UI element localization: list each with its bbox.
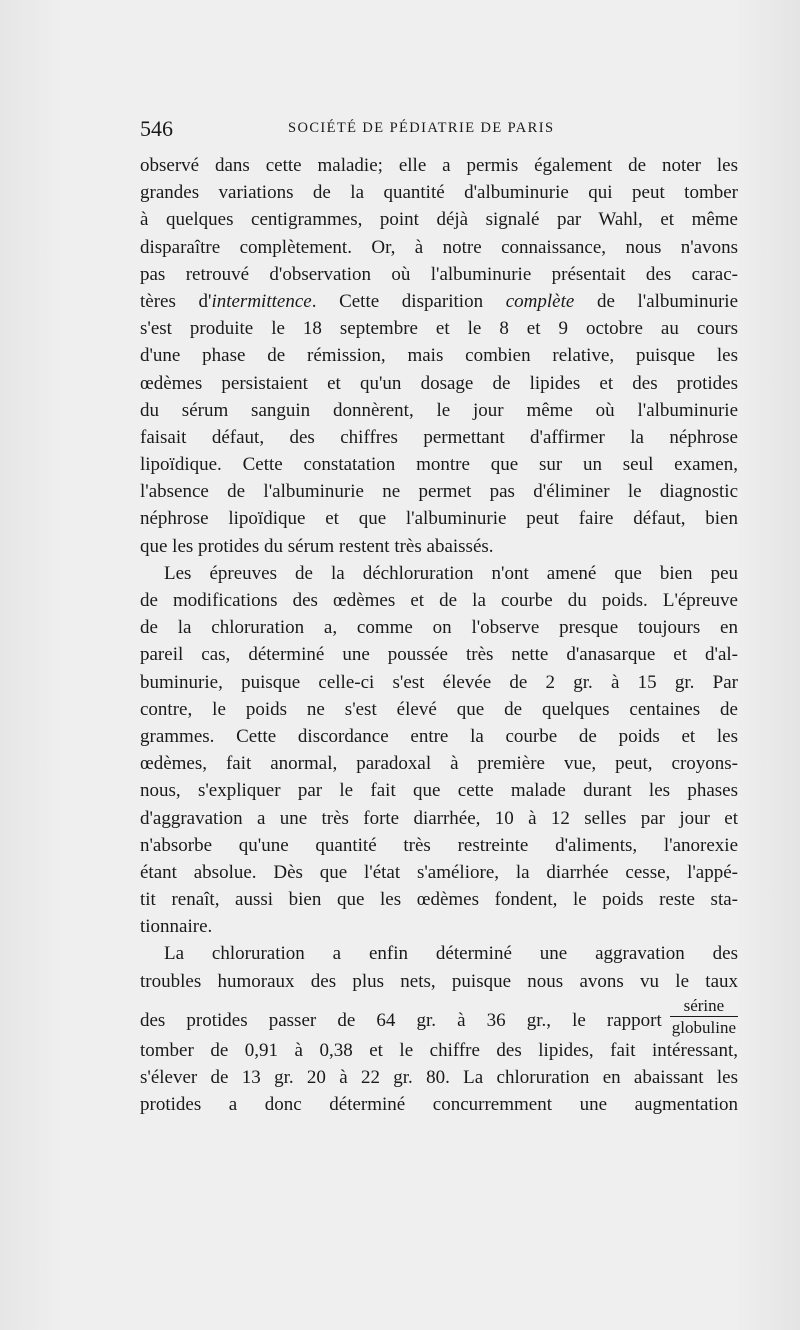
text-line: Les épreuves de la déchloruration n'ont amené que bien peu [164, 562, 738, 584]
text-line: que les protides du sérum restent très abaissés. [140, 535, 494, 557]
text-line: du sérum sanguin donnèrent, le jour même où l'albuminurie [140, 399, 738, 421]
text-word: le [572, 1009, 586, 1031]
text-line: œdèmes, fait anormal, paradoxal à première vue, peut, croyons- [140, 753, 738, 775]
text-line: troubles humoraux des plus nets, puisque nous avons vu le taux [140, 970, 738, 992]
text-word: protides [186, 1009, 248, 1031]
text-line: disparaître complètement. Or, à notre connaissance, nous n'avons [140, 236, 738, 258]
text-word: à [457, 1009, 466, 1031]
text-word: 64 [376, 1009, 396, 1031]
text-line: pas retrouvé d'observation où l'albuminurie présentait des carac- [140, 263, 738, 285]
fraction [670, 996, 738, 1037]
text-word: rapport [606, 1009, 662, 1031]
text-line: lipoïdique. Cette constatation montre que sur un seul examen, [140, 454, 738, 476]
text-word: des [140, 1009, 166, 1031]
body-text [140, 152, 738, 1118]
text-line: s'est produite le 18 septembre et le 8 et 9 octobre au cours [140, 318, 738, 340]
text-segment: de l'albuminurie [596, 290, 739, 312]
text-line: néphrose lipoïdique et que l'albuminurie peut faire défaut, bien [140, 508, 738, 530]
text-line: grandes variations de la quantité d'albuminurie qui peut tomber [140, 182, 738, 204]
text-line: tit renaît, aussi bien que les œdèmes fondent, le poids reste sta- [140, 889, 738, 911]
text-line: à quelques centigrammes, point déjà signalé par Wahl, et même [140, 209, 738, 231]
text-line: nous, s'expliquer par le fait que cette malade durant les phases [140, 780, 738, 802]
text-line: faisait défaut, des chiffres permettant d'affirmer la néphrose [140, 426, 738, 448]
text-line: La chloruration a enfin déterminé une aggravation des [164, 943, 738, 965]
text-word: passer [268, 1009, 317, 1031]
text-word: 36 [486, 1009, 506, 1031]
text-line: protides a donc déterminé concurremment une augmentation [140, 1094, 738, 1116]
ratio-line [140, 997, 738, 1037]
running-title: SOCIÉTÉ DE PÉDIATRIE DE PARIS [288, 120, 555, 136]
text-word: de [337, 1009, 356, 1031]
text-line: tionnaire. [140, 916, 213, 938]
text-line: l'absence de l'albuminurie ne permet pas d'éliminer le diagnostic [140, 481, 738, 503]
text-line: observé dans cette maladie; elle a permis également de noter les [140, 155, 738, 176]
text-word: gr. [416, 1009, 436, 1031]
page-number: 546 [140, 116, 173, 141]
fraction-denominator: globuline [671, 1017, 736, 1037]
text-line: s'élever de 13 gr. 20 à 22 gr. 80. La chloruration en abaissant les [140, 1067, 738, 1088]
fraction-bar [670, 1016, 738, 1017]
text-line: tomber de 0,91 à 0,38 et le chiffre des lipides, fait intéressant, [140, 1039, 738, 1061]
italic-term: intermittence [211, 290, 312, 312]
fraction-numerator: sérine [683, 995, 725, 1015]
text-line: d'une phase de rémission, mais combien relative, puisque les [140, 345, 738, 367]
text-line: pareil cas, déterminé une poussée très nette d'anasarque et d'al- [140, 644, 738, 666]
text-line-with-italics [140, 288, 738, 315]
text-line: buminurie, puisque celle-ci s'est élevée de 2 gr. à 15 gr. Par [140, 671, 738, 693]
text-line: n'absorbe qu'une quantité très restreinte d'aliments, l'anorexie [140, 834, 738, 856]
text-line: de la chloruration a, comme on l'observe presque toujours en [140, 617, 738, 639]
text-line: étant absolue. Dès que l'état s'améliore, la diarrhée cesse, l'appé- [140, 861, 738, 883]
text-segment: . Cette disparition [311, 290, 484, 312]
text-line: de modifications des œdèmes et de la courbe du poids. L'épreuve [140, 590, 738, 611]
text-line: œdèmes persistaient et qu'un dosage de lipides et des protides [140, 372, 738, 394]
text-segment: tères d' [140, 290, 212, 312]
italic-term: complète [505, 290, 575, 312]
text-line: grammes. Cette discordance entre la courbe de poids et les [140, 725, 738, 747]
text-line [140, 1007, 670, 1037]
text-word: gr., [526, 1009, 551, 1031]
page-header [140, 116, 738, 142]
text-line: d'aggravation a une très forte diarrhée, 10 à 12 selles par jour et [140, 807, 738, 829]
text-line: contre, le poids ne s'est élevé que de quelques centaines de [140, 698, 738, 720]
